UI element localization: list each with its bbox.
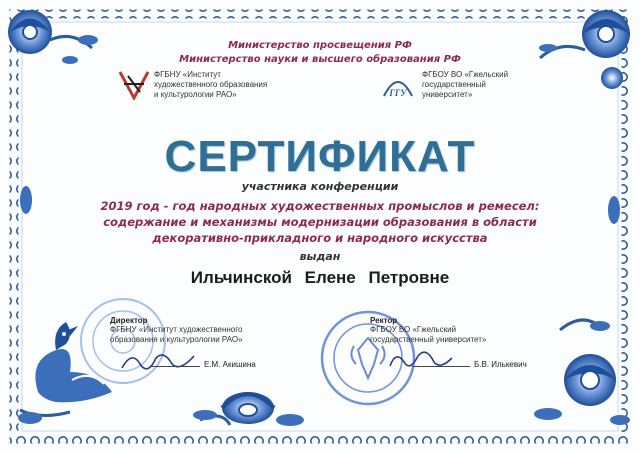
conference-line-1: 2019 год - год народных художественных промыслов и ремесел: <box>100 199 540 213</box>
rector-handwritten-signature <box>386 346 456 374</box>
rector-role: Ректор <box>370 316 398 325</box>
svg-text:ГГУ: ГГУ <box>389 88 407 98</box>
director-role: Директор <box>110 316 148 325</box>
director-org-line-1: ФГБНУ «Институт художественного <box>110 325 243 334</box>
left-org-line-1: ФГБНУ «Институт <box>154 70 221 79</box>
ggu-logo-icon <box>380 72 416 102</box>
left-org-line-2: художественного образования <box>154 80 268 89</box>
conference-line-3: декоративно-прикладного и народного искусства <box>152 231 488 245</box>
rector-org-line-1: ФГБОУ ВО «Гжельский <box>370 325 457 334</box>
rector-signature-block <box>370 316 540 345</box>
institute-logo-icon <box>118 70 150 100</box>
director-signature-block <box>110 316 280 345</box>
left-org <box>154 70 314 100</box>
conference-line-2: содержание и механизмы модернизации образования в области <box>103 215 537 229</box>
recipient-name: Ильчинской Елене Петровне <box>190 268 450 287</box>
director-handwritten-signature <box>118 346 198 376</box>
right-org-line-1: ФГБОУ ВО «Гжельский <box>422 70 509 79</box>
ministry-line-2: Министерство науки и высшего образования РФ <box>179 54 461 65</box>
rector-signature-line <box>412 366 470 367</box>
gzhel-flower-bottom-icon <box>193 392 304 426</box>
director-org <box>110 325 280 345</box>
director-name: Е.М. Акишина <box>204 360 256 369</box>
certificate-title: СЕРТИФИКАТ <box>164 132 476 181</box>
corner-flower-bottom-right-icon <box>534 320 630 425</box>
director-org-line-2: образования и культурологии РАО» <box>110 335 243 344</box>
rector-name: Б.В. Илькевич <box>474 360 527 369</box>
certificate-subtitle: участника конференции <box>241 180 399 193</box>
ministry-line-1: Министерство просвещения РФ <box>228 40 412 51</box>
right-org-line-2: государственный <box>422 80 486 89</box>
rector-org-line-2: государственный университет» <box>370 335 487 344</box>
right-org <box>422 70 552 100</box>
left-org-line-3: и культурологии РАО» <box>154 90 237 99</box>
right-org-line-3: университет» <box>422 90 473 99</box>
issued-label: выдан <box>299 250 341 263</box>
conference-title <box>90 198 550 246</box>
director-signature-line <box>150 366 200 367</box>
rector-org <box>370 325 540 345</box>
